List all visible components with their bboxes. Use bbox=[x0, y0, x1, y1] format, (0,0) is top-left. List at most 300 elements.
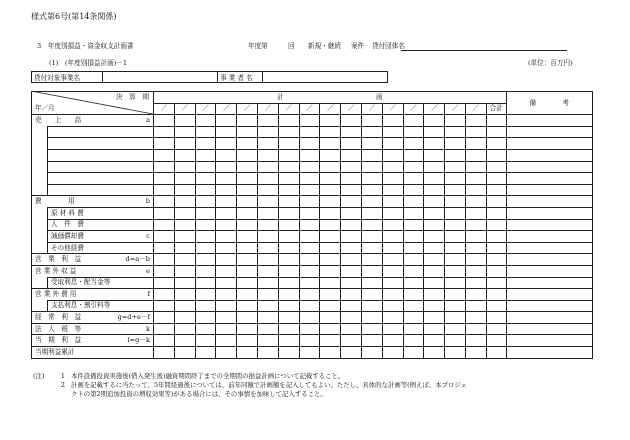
plan-value-cell[interactable] bbox=[216, 347, 237, 359]
plan-value-cell[interactable] bbox=[320, 196, 341, 208]
plan-value-cell[interactable] bbox=[216, 300, 237, 312]
plan-value-cell[interactable] bbox=[216, 207, 237, 219]
plan-value-cell[interactable] bbox=[341, 312, 362, 324]
plan-value-cell[interactable] bbox=[174, 254, 195, 266]
plan-value-cell[interactable] bbox=[174, 115, 195, 127]
plan-value-cell[interactable] bbox=[382, 254, 403, 266]
plan-value-cell[interactable] bbox=[445, 173, 466, 185]
plan-value-cell[interactable] bbox=[237, 242, 258, 254]
plan-value-cell[interactable] bbox=[195, 231, 216, 243]
plan-value-cell[interactable] bbox=[361, 300, 382, 312]
plan-value-cell[interactable] bbox=[465, 115, 486, 127]
plan-value-cell[interactable] bbox=[257, 219, 278, 231]
plan-value-cell[interactable] bbox=[257, 323, 278, 335]
plan-value-cell[interactable] bbox=[237, 196, 258, 208]
plan-value-cell[interactable] bbox=[382, 173, 403, 185]
plan-value-cell[interactable] bbox=[361, 173, 382, 185]
remarks-cell[interactable] bbox=[506, 312, 592, 324]
total-value-cell[interactable] bbox=[486, 242, 506, 254]
plan-value-cell[interactable] bbox=[361, 312, 382, 324]
plan-value-cell[interactable] bbox=[278, 161, 299, 173]
plan-value-cell[interactable] bbox=[278, 138, 299, 150]
plan-value-cell[interactable] bbox=[445, 265, 466, 277]
plan-value-cell[interactable] bbox=[216, 173, 237, 185]
plan-value-cell[interactable] bbox=[299, 115, 320, 127]
plan-value-cell[interactable] bbox=[445, 323, 466, 335]
plan-value-cell[interactable] bbox=[174, 184, 195, 196]
plan-value-cell[interactable] bbox=[299, 347, 320, 359]
plan-value-cell[interactable] bbox=[216, 149, 237, 161]
plan-value-cell[interactable] bbox=[195, 277, 216, 289]
plan-value-cell[interactable] bbox=[465, 173, 486, 185]
plan-value-cell[interactable] bbox=[174, 277, 195, 289]
plan-value-cell[interactable] bbox=[257, 126, 278, 138]
plan-value-cell[interactable] bbox=[257, 207, 278, 219]
period-slash-cell[interactable]: ／ bbox=[237, 103, 258, 115]
plan-value-cell[interactable] bbox=[465, 149, 486, 161]
plan-value-cell[interactable] bbox=[465, 161, 486, 173]
plan-value-cell[interactable] bbox=[216, 265, 237, 277]
plan-value-cell[interactable] bbox=[154, 219, 175, 231]
plan-value-cell[interactable] bbox=[174, 138, 195, 150]
plan-value-cell[interactable] bbox=[299, 219, 320, 231]
plan-value-cell[interactable] bbox=[278, 184, 299, 196]
plan-value-cell[interactable] bbox=[403, 207, 424, 219]
plan-value-cell[interactable] bbox=[257, 265, 278, 277]
plan-value-cell[interactable] bbox=[382, 242, 403, 254]
plan-value-cell[interactable] bbox=[341, 161, 362, 173]
remarks-cell[interactable] bbox=[506, 196, 592, 208]
plan-value-cell[interactable] bbox=[445, 231, 466, 243]
remarks-cell[interactable] bbox=[506, 115, 592, 127]
plan-value-cell[interactable] bbox=[465, 242, 486, 254]
plan-value-cell[interactable] bbox=[341, 231, 362, 243]
plan-value-cell[interactable] bbox=[174, 265, 195, 277]
plan-value-cell[interactable] bbox=[278, 254, 299, 266]
plan-value-cell[interactable] bbox=[424, 265, 445, 277]
plan-value-cell[interactable] bbox=[424, 242, 445, 254]
plan-value-cell[interactable] bbox=[465, 277, 486, 289]
plan-value-cell[interactable] bbox=[299, 207, 320, 219]
plan-value-cell[interactable] bbox=[320, 289, 341, 301]
plan-value-cell[interactable] bbox=[341, 196, 362, 208]
plan-value-cell[interactable] bbox=[320, 207, 341, 219]
plan-value-cell[interactable] bbox=[341, 265, 362, 277]
plan-value-cell[interactable] bbox=[195, 184, 216, 196]
total-value-cell[interactable] bbox=[486, 173, 506, 185]
plan-value-cell[interactable] bbox=[195, 149, 216, 161]
plan-value-cell[interactable] bbox=[216, 335, 237, 347]
total-value-cell[interactable] bbox=[486, 347, 506, 359]
plan-value-cell[interactable] bbox=[195, 242, 216, 254]
plan-value-cell[interactable] bbox=[154, 184, 175, 196]
plan-value-cell[interactable] bbox=[341, 184, 362, 196]
plan-value-cell[interactable] bbox=[320, 184, 341, 196]
plan-value-cell[interactable] bbox=[174, 312, 195, 324]
plan-value-cell[interactable] bbox=[445, 149, 466, 161]
plan-value-cell[interactable] bbox=[445, 335, 466, 347]
plan-value-cell[interactable] bbox=[320, 347, 341, 359]
plan-value-cell[interactable] bbox=[299, 184, 320, 196]
total-value-cell[interactable] bbox=[486, 161, 506, 173]
plan-value-cell[interactable] bbox=[257, 149, 278, 161]
plan-value-cell[interactable] bbox=[382, 149, 403, 161]
plan-value-cell[interactable] bbox=[382, 231, 403, 243]
plan-value-cell[interactable] bbox=[154, 335, 175, 347]
plan-value-cell[interactable] bbox=[154, 277, 175, 289]
plan-value-cell[interactable] bbox=[465, 300, 486, 312]
period-slash-cell[interactable]: ／ bbox=[403, 103, 424, 115]
plan-value-cell[interactable] bbox=[424, 173, 445, 185]
plan-value-cell[interactable] bbox=[445, 300, 466, 312]
plan-value-cell[interactable] bbox=[403, 254, 424, 266]
plan-value-cell[interactable] bbox=[237, 265, 258, 277]
plan-value-cell[interactable] bbox=[195, 335, 216, 347]
plan-value-cell[interactable] bbox=[465, 184, 486, 196]
plan-value-cell[interactable] bbox=[257, 184, 278, 196]
total-value-cell[interactable] bbox=[486, 289, 506, 301]
plan-value-cell[interactable] bbox=[361, 138, 382, 150]
plan-value-cell[interactable] bbox=[174, 347, 195, 359]
plan-value-cell[interactable] bbox=[403, 196, 424, 208]
plan-value-cell[interactable] bbox=[257, 231, 278, 243]
plan-value-cell[interactable] bbox=[424, 126, 445, 138]
plan-value-cell[interactable] bbox=[278, 265, 299, 277]
plan-value-cell[interactable] bbox=[278, 231, 299, 243]
plan-value-cell[interactable] bbox=[361, 184, 382, 196]
period-slash-cell[interactable]: ／ bbox=[445, 103, 466, 115]
plan-value-cell[interactable] bbox=[216, 277, 237, 289]
plan-value-cell[interactable] bbox=[216, 138, 237, 150]
plan-value-cell[interactable] bbox=[237, 231, 258, 243]
plan-value-cell[interactable] bbox=[382, 138, 403, 150]
plan-value-cell[interactable] bbox=[299, 161, 320, 173]
plan-value-cell[interactable] bbox=[257, 254, 278, 266]
plan-value-cell[interactable] bbox=[424, 149, 445, 161]
plan-value-cell[interactable] bbox=[278, 300, 299, 312]
plan-value-cell[interactable] bbox=[257, 277, 278, 289]
plan-value-cell[interactable] bbox=[195, 138, 216, 150]
plan-value-cell[interactable] bbox=[320, 231, 341, 243]
plan-value-cell[interactable] bbox=[174, 231, 195, 243]
plan-value-cell[interactable] bbox=[341, 347, 362, 359]
remarks-cell[interactable] bbox=[506, 323, 592, 335]
plan-value-cell[interactable] bbox=[257, 138, 278, 150]
plan-value-cell[interactable] bbox=[216, 115, 237, 127]
plan-value-cell[interactable] bbox=[216, 219, 237, 231]
plan-value-cell[interactable] bbox=[299, 300, 320, 312]
plan-value-cell[interactable] bbox=[445, 184, 466, 196]
plan-value-cell[interactable] bbox=[424, 219, 445, 231]
plan-value-cell[interactable] bbox=[278, 277, 299, 289]
plan-value-cell[interactable] bbox=[341, 242, 362, 254]
total-value-cell[interactable] bbox=[486, 312, 506, 324]
total-value-cell[interactable] bbox=[486, 265, 506, 277]
plan-value-cell[interactable] bbox=[216, 184, 237, 196]
plan-value-cell[interactable] bbox=[465, 196, 486, 208]
plan-value-cell[interactable] bbox=[424, 207, 445, 219]
plan-value-cell[interactable] bbox=[237, 254, 258, 266]
plan-value-cell[interactable] bbox=[361, 265, 382, 277]
plan-value-cell[interactable] bbox=[320, 277, 341, 289]
plan-value-cell[interactable] bbox=[216, 161, 237, 173]
total-value-cell[interactable] bbox=[486, 184, 506, 196]
plan-value-cell[interactable] bbox=[445, 347, 466, 359]
plan-value-cell[interactable] bbox=[403, 347, 424, 359]
plan-value-cell[interactable] bbox=[195, 347, 216, 359]
period-slash-cell[interactable]: ／ bbox=[195, 103, 216, 115]
plan-value-cell[interactable] bbox=[174, 242, 195, 254]
remarks-cell[interactable] bbox=[506, 277, 592, 289]
remarks-cell[interactable] bbox=[506, 300, 592, 312]
plan-value-cell[interactable] bbox=[465, 289, 486, 301]
total-value-cell[interactable] bbox=[486, 207, 506, 219]
plan-value-cell[interactable] bbox=[361, 289, 382, 301]
total-value-cell[interactable] bbox=[486, 300, 506, 312]
period-slash-cell[interactable]: ／ bbox=[216, 103, 237, 115]
plan-value-cell[interactable] bbox=[299, 126, 320, 138]
plan-value-cell[interactable] bbox=[445, 161, 466, 173]
plan-value-cell[interactable] bbox=[465, 231, 486, 243]
plan-value-cell[interactable] bbox=[403, 231, 424, 243]
remarks-cell[interactable] bbox=[506, 289, 592, 301]
plan-value-cell[interactable] bbox=[195, 289, 216, 301]
plan-value-cell[interactable] bbox=[424, 184, 445, 196]
plan-value-cell[interactable] bbox=[403, 323, 424, 335]
plan-value-cell[interactable] bbox=[320, 149, 341, 161]
plan-value-cell[interactable] bbox=[299, 265, 320, 277]
plan-value-cell[interactable] bbox=[403, 173, 424, 185]
project-name-field[interactable] bbox=[103, 72, 218, 83]
plan-value-cell[interactable] bbox=[320, 312, 341, 324]
plan-value-cell[interactable] bbox=[154, 173, 175, 185]
plan-value-cell[interactable] bbox=[403, 138, 424, 150]
remarks-cell[interactable] bbox=[506, 184, 592, 196]
period-slash-cell[interactable]: ／ bbox=[154, 103, 175, 115]
plan-value-cell[interactable] bbox=[174, 196, 195, 208]
period-slash-cell[interactable]: ／ bbox=[382, 103, 403, 115]
plan-value-cell[interactable] bbox=[237, 126, 258, 138]
plan-value-cell[interactable] bbox=[382, 277, 403, 289]
plan-value-cell[interactable] bbox=[278, 173, 299, 185]
plan-value-cell[interactable] bbox=[154, 300, 175, 312]
plan-value-cell[interactable] bbox=[154, 242, 175, 254]
plan-value-cell[interactable] bbox=[465, 335, 486, 347]
plan-value-cell[interactable] bbox=[382, 323, 403, 335]
plan-value-cell[interactable] bbox=[320, 126, 341, 138]
plan-value-cell[interactable] bbox=[174, 149, 195, 161]
plan-value-cell[interactable] bbox=[465, 323, 486, 335]
plan-value-cell[interactable] bbox=[174, 173, 195, 185]
plan-value-cell[interactable] bbox=[278, 196, 299, 208]
plan-value-cell[interactable] bbox=[320, 335, 341, 347]
plan-value-cell[interactable] bbox=[154, 289, 175, 301]
plan-value-cell[interactable] bbox=[445, 126, 466, 138]
plan-value-cell[interactable] bbox=[237, 219, 258, 231]
period-slash-cell[interactable]: ／ bbox=[320, 103, 341, 115]
remarks-cell[interactable] bbox=[506, 231, 592, 243]
plan-value-cell[interactable] bbox=[195, 323, 216, 335]
plan-value-cell[interactable] bbox=[216, 312, 237, 324]
plan-value-cell[interactable] bbox=[237, 115, 258, 127]
plan-value-cell[interactable] bbox=[341, 126, 362, 138]
plan-value-cell[interactable] bbox=[195, 196, 216, 208]
plan-value-cell[interactable] bbox=[445, 277, 466, 289]
plan-value-cell[interactable] bbox=[237, 207, 258, 219]
plan-value-cell[interactable] bbox=[361, 207, 382, 219]
plan-value-cell[interactable] bbox=[278, 115, 299, 127]
plan-value-cell[interactable] bbox=[403, 184, 424, 196]
plan-value-cell[interactable] bbox=[299, 196, 320, 208]
remarks-cell[interactable] bbox=[506, 335, 592, 347]
plan-value-cell[interactable] bbox=[195, 115, 216, 127]
plan-value-cell[interactable] bbox=[257, 115, 278, 127]
period-slash-cell[interactable]: ／ bbox=[361, 103, 382, 115]
plan-value-cell[interactable] bbox=[445, 115, 466, 127]
plan-value-cell[interactable] bbox=[278, 149, 299, 161]
plan-value-cell[interactable] bbox=[403, 219, 424, 231]
plan-value-cell[interactable] bbox=[195, 173, 216, 185]
plan-value-cell[interactable] bbox=[237, 289, 258, 301]
total-value-cell[interactable] bbox=[486, 138, 506, 150]
plan-value-cell[interactable] bbox=[257, 300, 278, 312]
plan-value-cell[interactable] bbox=[299, 149, 320, 161]
plan-value-cell[interactable] bbox=[237, 138, 258, 150]
plan-value-cell[interactable] bbox=[237, 335, 258, 347]
plan-value-cell[interactable] bbox=[299, 254, 320, 266]
plan-value-cell[interactable] bbox=[382, 335, 403, 347]
plan-value-cell[interactable] bbox=[403, 277, 424, 289]
period-slash-cell[interactable]: ／ bbox=[465, 103, 486, 115]
plan-value-cell[interactable] bbox=[403, 126, 424, 138]
plan-value-cell[interactable] bbox=[341, 115, 362, 127]
plan-value-cell[interactable] bbox=[299, 289, 320, 301]
plan-value-cell[interactable] bbox=[278, 335, 299, 347]
plan-value-cell[interactable] bbox=[382, 289, 403, 301]
plan-value-cell[interactable] bbox=[403, 312, 424, 324]
plan-value-cell[interactable] bbox=[445, 219, 466, 231]
plan-value-cell[interactable] bbox=[445, 289, 466, 301]
remarks-cell[interactable] bbox=[506, 219, 592, 231]
plan-value-cell[interactable] bbox=[320, 138, 341, 150]
plan-value-cell[interactable] bbox=[382, 312, 403, 324]
plan-value-cell[interactable] bbox=[424, 161, 445, 173]
plan-value-cell[interactable] bbox=[361, 335, 382, 347]
plan-value-cell[interactable] bbox=[445, 138, 466, 150]
plan-value-cell[interactable] bbox=[278, 323, 299, 335]
plan-value-cell[interactable] bbox=[403, 300, 424, 312]
period-slash-cell[interactable]: ／ bbox=[174, 103, 195, 115]
plan-value-cell[interactable] bbox=[174, 219, 195, 231]
plan-value-cell[interactable] bbox=[361, 161, 382, 173]
plan-value-cell[interactable] bbox=[320, 254, 341, 266]
plan-value-cell[interactable] bbox=[382, 265, 403, 277]
plan-value-cell[interactable] bbox=[341, 254, 362, 266]
plan-value-cell[interactable] bbox=[361, 231, 382, 243]
plan-value-cell[interactable] bbox=[465, 126, 486, 138]
plan-value-cell[interactable] bbox=[257, 161, 278, 173]
plan-value-cell[interactable] bbox=[257, 335, 278, 347]
total-value-cell[interactable] bbox=[486, 335, 506, 347]
plan-value-cell[interactable] bbox=[216, 126, 237, 138]
plan-value-cell[interactable] bbox=[465, 265, 486, 277]
plan-value-cell[interactable] bbox=[154, 115, 175, 127]
remarks-cell[interactable] bbox=[506, 347, 592, 359]
plan-value-cell[interactable] bbox=[257, 347, 278, 359]
plan-value-cell[interactable] bbox=[154, 196, 175, 208]
remarks-cell[interactable] bbox=[506, 149, 592, 161]
plan-value-cell[interactable] bbox=[216, 231, 237, 243]
remarks-cell[interactable] bbox=[506, 265, 592, 277]
plan-value-cell[interactable] bbox=[299, 173, 320, 185]
total-value-cell[interactable] bbox=[486, 126, 506, 138]
plan-value-cell[interactable] bbox=[465, 219, 486, 231]
plan-value-cell[interactable] bbox=[382, 115, 403, 127]
plan-value-cell[interactable] bbox=[361, 347, 382, 359]
remarks-cell[interactable] bbox=[506, 161, 592, 173]
plan-value-cell[interactable] bbox=[382, 161, 403, 173]
plan-value-cell[interactable] bbox=[445, 207, 466, 219]
plan-value-cell[interactable] bbox=[445, 254, 466, 266]
total-value-cell[interactable] bbox=[486, 277, 506, 289]
plan-value-cell[interactable] bbox=[299, 242, 320, 254]
plan-value-cell[interactable] bbox=[403, 149, 424, 161]
operator-field[interactable] bbox=[263, 72, 388, 83]
plan-value-cell[interactable] bbox=[174, 323, 195, 335]
plan-value-cell[interactable] bbox=[195, 161, 216, 173]
plan-value-cell[interactable] bbox=[278, 347, 299, 359]
plan-value-cell[interactable] bbox=[341, 173, 362, 185]
plan-value-cell[interactable] bbox=[445, 196, 466, 208]
remarks-cell[interactable] bbox=[506, 173, 592, 185]
plan-value-cell[interactable] bbox=[361, 115, 382, 127]
plan-value-cell[interactable] bbox=[382, 207, 403, 219]
plan-value-cell[interactable] bbox=[278, 219, 299, 231]
plan-value-cell[interactable] bbox=[424, 138, 445, 150]
plan-value-cell[interactable] bbox=[174, 126, 195, 138]
plan-value-cell[interactable] bbox=[237, 323, 258, 335]
period-slash-cell[interactable]: ／ bbox=[299, 103, 320, 115]
plan-value-cell[interactable] bbox=[154, 254, 175, 266]
plan-value-cell[interactable] bbox=[237, 300, 258, 312]
total-value-cell[interactable] bbox=[486, 219, 506, 231]
plan-value-cell[interactable] bbox=[403, 289, 424, 301]
plan-value-cell[interactable] bbox=[382, 184, 403, 196]
plan-value-cell[interactable] bbox=[216, 323, 237, 335]
plan-value-cell[interactable] bbox=[424, 323, 445, 335]
plan-value-cell[interactable] bbox=[195, 265, 216, 277]
remarks-cell[interactable] bbox=[506, 242, 592, 254]
plan-value-cell[interactable] bbox=[403, 265, 424, 277]
plan-value-cell[interactable] bbox=[154, 161, 175, 173]
plan-value-cell[interactable] bbox=[382, 219, 403, 231]
plan-value-cell[interactable] bbox=[382, 300, 403, 312]
plan-value-cell[interactable] bbox=[361, 277, 382, 289]
total-value-cell[interactable] bbox=[486, 254, 506, 266]
plan-value-cell[interactable] bbox=[424, 347, 445, 359]
plan-value-cell[interactable] bbox=[424, 289, 445, 301]
plan-value-cell[interactable] bbox=[361, 323, 382, 335]
total-value-cell[interactable] bbox=[486, 149, 506, 161]
plan-value-cell[interactable] bbox=[341, 277, 362, 289]
plan-value-cell[interactable] bbox=[195, 219, 216, 231]
total-value-cell[interactable] bbox=[486, 323, 506, 335]
plan-value-cell[interactable] bbox=[341, 149, 362, 161]
plan-value-cell[interactable] bbox=[299, 277, 320, 289]
plan-value-cell[interactable] bbox=[424, 231, 445, 243]
plan-value-cell[interactable] bbox=[445, 312, 466, 324]
period-slash-cell[interactable]: ／ bbox=[424, 103, 445, 115]
